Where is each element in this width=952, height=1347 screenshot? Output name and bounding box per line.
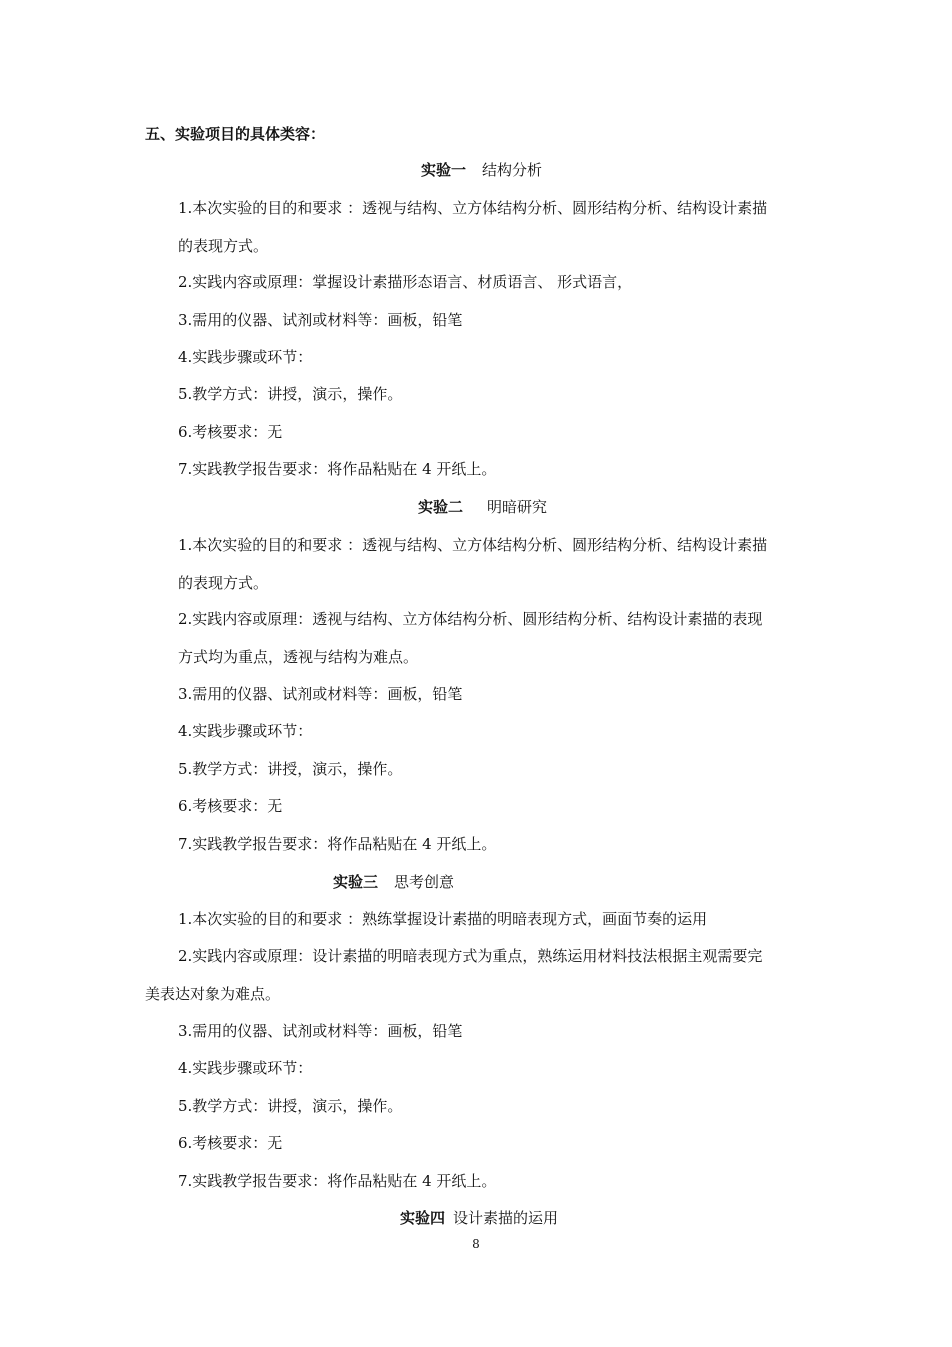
experiment-1-item-7: 7.实践教学报告要求：将作品粘贴在 4 开纸上。 [178, 460, 497, 478]
experiment-2-item-1-cont: 的表现方式。 [178, 574, 269, 592]
experiment-label: 实验三 [333, 873, 379, 891]
experiment-3-item-2: 2.实践内容或原理：设计素描的明暗表现方式为重点，熟练运用材料技法根据主观需要完 [178, 947, 763, 965]
experiment-3-item-3: 3.需用的仪器、试剂或材料等：画板，铅笔 [178, 1022, 463, 1040]
experiment-1-item-1: 1.本次实验的目的和要求 ：透视与结构、立方体结构分析、圆形结构分析、结构设计素描 [178, 199, 768, 217]
experiment-label: 实验四 [400, 1209, 446, 1227]
experiment-label: 实验一 [421, 161, 467, 179]
experiment-1-item-3: 3.需用的仪器、试剂或材料等：画板，铅笔 [178, 311, 463, 329]
experiment-2-item-5: 5.教学方式：讲授，演示，操作。 [178, 760, 403, 778]
experiment-3-item-2-cont: 美表达对象为难点。 [145, 985, 281, 1003]
page-number: 8 [472, 1237, 480, 1251]
experiment-2-item-7: 7.实践教学报告要求：将作品粘贴在 4 开纸上。 [178, 835, 497, 853]
experiment-1-item-6: 6.考核要求：无 [178, 423, 283, 441]
experiment-3-item-4: 4.实践步骤或环节： [178, 1059, 313, 1077]
experiment-name: 结构分析 [482, 161, 543, 179]
experiment-2-item-2-cont: 方式均为重点，透视与结构为难点。 [178, 648, 419, 666]
experiment-2-item-1: 1.本次实验的目的和要求 ：透视与结构、立方体结构分析、圆形结构分析、结构设计素描 [178, 536, 768, 554]
experiment-1-item-1-cont: 的表现方式。 [178, 237, 269, 255]
experiment-name: 设计素描的运用 [453, 1209, 559, 1227]
experiment-2-item-6: 6.考核要求：无 [178, 797, 283, 815]
experiment-3-item-6: 6.考核要求：无 [178, 1134, 283, 1152]
experiment-1-item-5: 5.教学方式：讲授，演示，操作。 [178, 385, 403, 403]
experiment-4-title [400, 1208, 558, 1228]
experiment-2-item-3: 3.需用的仪器、试剂或材料等：画板，铅笔 [178, 685, 463, 703]
experiment-name: 明暗研究 [487, 498, 548, 516]
experiment-1-title [421, 160, 542, 180]
experiment-name: 思考创意 [394, 873, 455, 891]
experiment-3-item-7: 7.实践教学报告要求：将作品粘贴在 4 开纸上。 [178, 1172, 497, 1190]
experiment-2-item-4: 4.实践步骤或环节： [178, 722, 313, 740]
experiment-3-item-5: 5.教学方式：讲授，演示，操作。 [178, 1097, 403, 1115]
experiment-1-item-4: 4.实践步骤或环节： [178, 348, 313, 366]
experiment-1-item-2: 2.实践内容或原理：掌握设计素描形态语言、材质语言、 形式语言， [178, 273, 633, 291]
experiment-3-item-1: 1.本次实验的目的和要求 ：熟练掌握设计素描的明暗表现方式，画面节奏的运用 [178, 910, 708, 928]
section-heading: 五、实验项目的具体类容： [145, 125, 326, 143]
experiment-3-title [333, 872, 454, 892]
experiment-2-item-2: 2.实践内容或原理：透视与结构、立方体结构分析、圆形结构分析、结构设计素描的表现 [178, 610, 763, 628]
experiment-label: 实验二 [418, 498, 464, 516]
experiment-2-title [418, 497, 547, 517]
